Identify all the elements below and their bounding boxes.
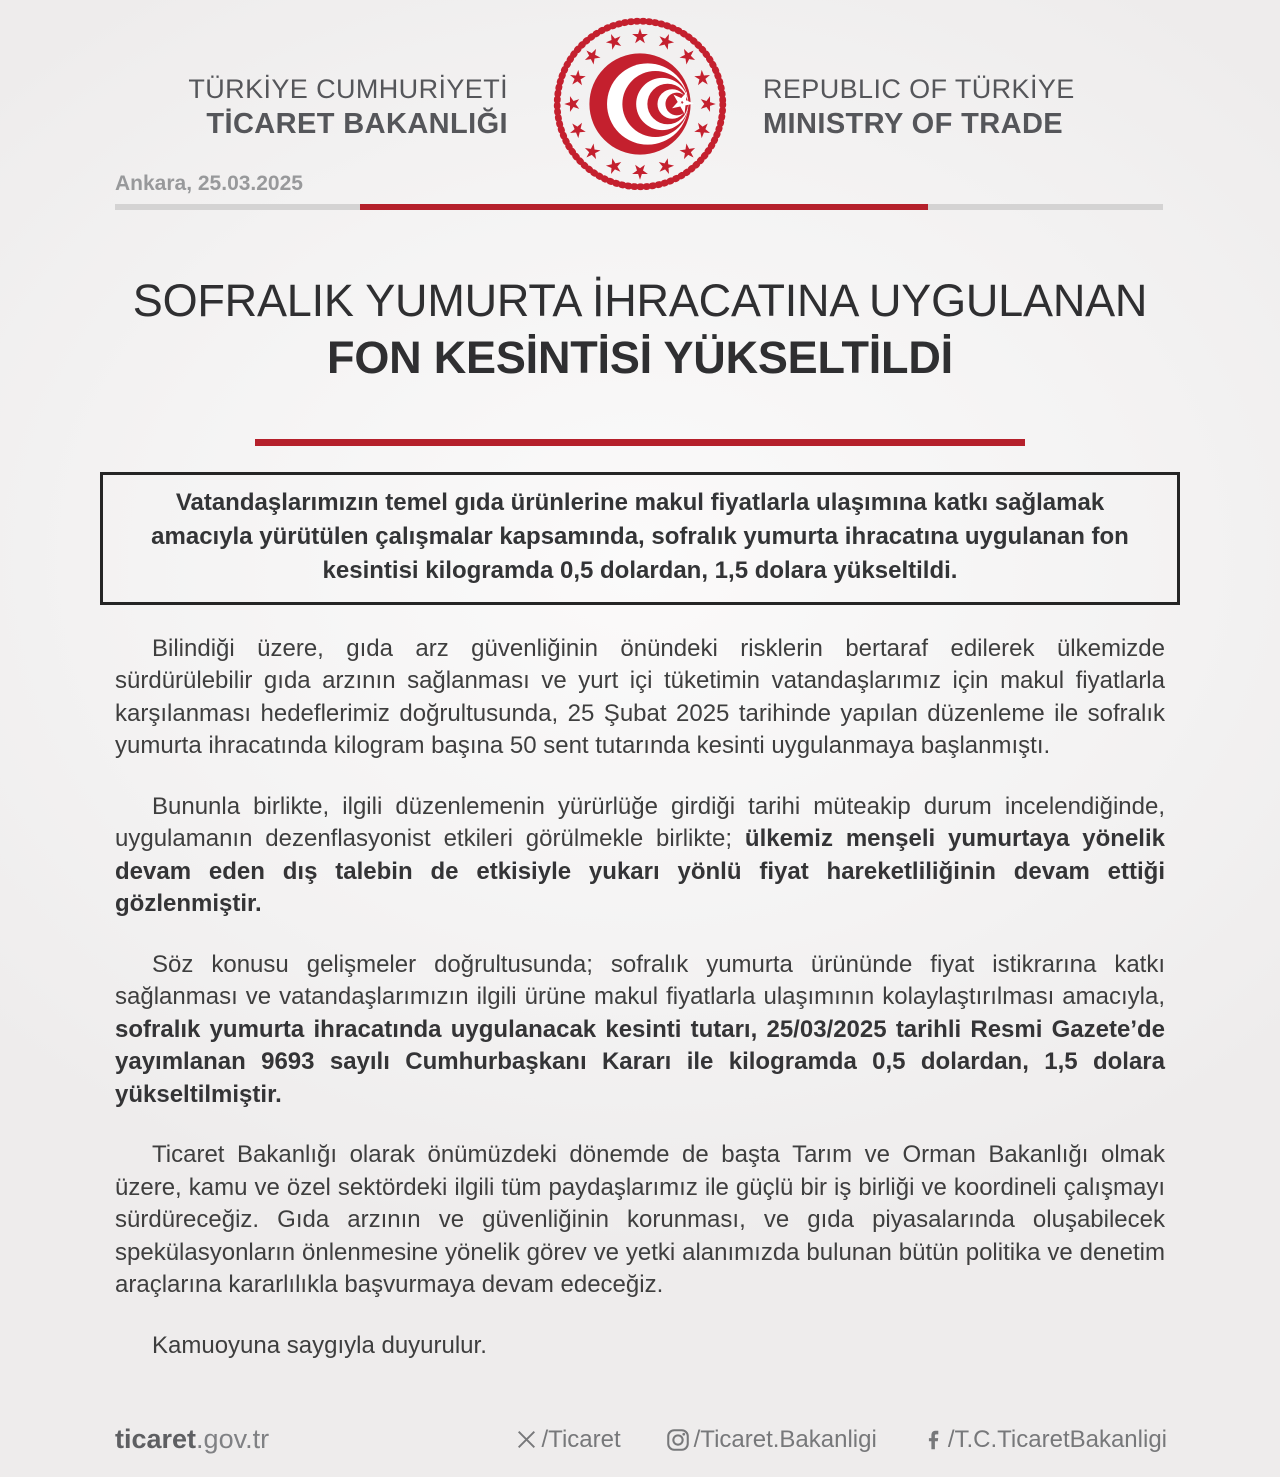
- social-links: [514, 1426, 1168, 1454]
- social-link-x[interactable]: [514, 1426, 621, 1454]
- body-text: [115, 633, 1165, 1363]
- instagram-icon: [665, 1427, 691, 1453]
- paragraph-closing: Kamuoyuna saygıyla duyurulur.: [152, 1331, 487, 1359]
- header-divider: [115, 204, 1163, 210]
- social-link-facebook[interactable]: [921, 1426, 1167, 1454]
- ministry-emblem-icon: [548, 12, 732, 196]
- paragraph-4: Ticaret Bakanlığı olarak önümüzdeki dönemde de başta Tarım ve Orman Bakanlığı olmak üzere, kamu ve özel sektördeki ilgili tüm paydaşlarımız ile güçlü bir iş birliği ve koordineli çalışmayı sürdüreceğiz. Gıda arzının ve güvenliğinin korunması, ve gıda piyasalarında oluşabilecek spekülasyonların önlenmesine yönelik görev ve yetki alanımızda bulunan bütün politika ve denetim araçlarına kararlılıkla başvurmaya devam edeceğiz.: [115, 1141, 1165, 1299]
- ministry-name-en-line2: MINISTRY OF TRADE: [763, 108, 1064, 141]
- ministry-name-en-line1: REPUBLIC OF TÜRKİYE: [763, 74, 1075, 104]
- website-link-rest: .gov.tr: [196, 1424, 270, 1454]
- header-divider-red-segment: [360, 204, 928, 210]
- x-icon: [514, 1427, 539, 1452]
- website-link[interactable]: [115, 1424, 269, 1455]
- dateline: Ankara, 25.03.2025: [115, 172, 303, 195]
- social-handle: /Ticaret.Bakanligi: [693, 1425, 877, 1453]
- footer: [115, 1424, 1167, 1455]
- ministry-name-tr-line1: TÜRKİYE CUMHURİYETİ: [188, 74, 508, 104]
- ministry-of-trade-logo: [548, 12, 732, 196]
- page-title: [0, 276, 1280, 384]
- facebook-icon: [921, 1428, 945, 1452]
- paragraph-2: Bununla birlikte, ilgili düzenlemenin yürürlüğe girdiği tarihi müteakip durum incelendiğinde, uygulamanın dezenflasyonist etkileri görülmekle birlikte; ülkemiz menşeli yumurtaya yönelik devam eden dış talebin de etkisiyle yukarı yönlü fiyat hareketliliğinin devam ettiği gözlenmiştir.: [115, 792, 1165, 918]
- page-title-line2: FON KESİNTİSİ YÜKSELTİLDİ: [327, 332, 953, 384]
- highlight-box: Vatandaşlarımızın temel gıda ürünlerine makul fiyatlarla ulaşımına katkı sağlamak amacıyla yürütülen çalışmalar kapsamında, sofralık yumurta ihracatına uygulanan fon kesintisi kilogramda 0,5 dolardan, 1,5 dolara yükseltildi.: [100, 472, 1180, 605]
- ministry-name-turkish: [188, 74, 508, 141]
- page-title-line1: SOFRALIK YUMURTA İHRACATINA UYGULANAN: [132, 275, 1148, 326]
- ministry-name-english: [763, 74, 1075, 141]
- paragraph-3: Söz konusu gelişmeler doğrultusunda; sofralık yumurta ürününde fiyat istikrarına katkı sağlanması ve vatandaşlarımızın ilgili ürüne makul fiyatlarla ulaşımının kolaylaştırılması amacıyla, sofralık yumurta ihracatında uygulanacak kesinti tutarı, 25/03/2025 tarihli Resmi Gazete’de yayımlanan 9693 sayılı Cumhurbaşkanı Kararı ile kilogramda 0,5 dolardan, 1,5 dolara yükseltilmiştir.: [115, 950, 1165, 1108]
- website-link-bold: ticaret: [115, 1424, 197, 1454]
- title-red-rule: [255, 439, 1025, 446]
- social-link-instagram[interactable]: [665, 1426, 877, 1454]
- header: [0, 0, 1280, 212]
- paragraph-1: Bilindiği üzere, gıda arz güvenliğinin önündeki risklerin bertaraf edilerek ülkemizde sürdürülebilir gıda arzının sağlanması ve yurt içi tüketimin vatandaşlarımız için makul fiyatlarla karşılanması hedeflerimiz doğrultusunda, 25 Şubat 2025 tarihinde yapılan düzenleme ile sofralık yumurta ihracatında kilogram başına 50 sent tutarında kesinti uygulanmaya başlanmıştı.: [115, 634, 1165, 760]
- ministry-name-tr-line2: TİCARET BAKANLIĞI: [206, 108, 508, 141]
- social-handle: /T.C.TicaretBakanligi: [947, 1425, 1167, 1453]
- social-handle: /Ticaret: [541, 1425, 621, 1453]
